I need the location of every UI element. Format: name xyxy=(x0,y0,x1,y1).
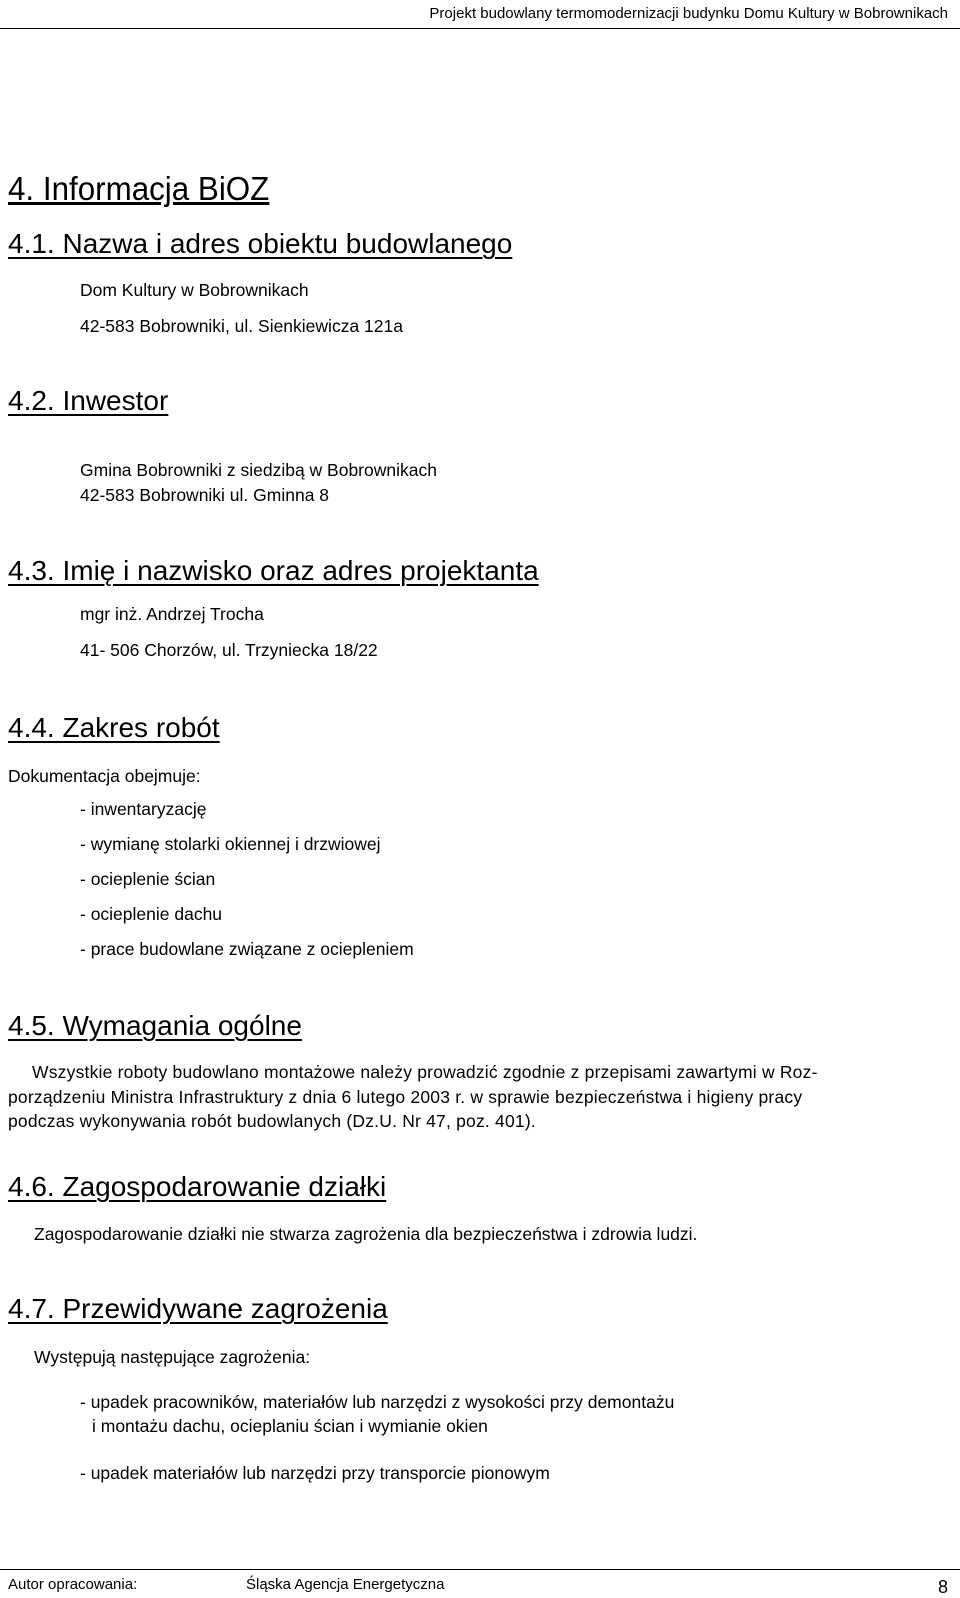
designer-address: 41- 506 Chorzów, ul. Trzyniecka 18/22 xyxy=(80,640,378,660)
building-name: Dom Kultury w Bobrownikach xyxy=(80,280,309,300)
building-address: 42-583 Bobrowniki, ul. Sienkiewicza 121a xyxy=(80,316,403,336)
scope-item: - prace budowlane związane z ociepleniem xyxy=(80,939,414,959)
section-4-1-heading: 4.1. Nazwa i adres obiektu budowlanego xyxy=(8,228,513,259)
requirements-line-2: porządzeniu Ministra Infrastruktury z dnia 6 lutego 2003 r. w sprawie bezpieczeństwa i higieny pracy xyxy=(8,1087,803,1107)
site-development-text: Zagospodarowanie działki nie stwarza zagrożenia dla bezpieczeństwa i zdrowia ludzi. xyxy=(34,1224,698,1244)
scope-item: - ocieplenie dachu xyxy=(80,904,223,924)
scope-item: - ocieplenie ścian xyxy=(80,869,216,889)
hazards-intro: Występują następujące zagrożenia: xyxy=(34,1347,311,1367)
footer-author: Śląska Agencja Energetyczna xyxy=(246,1576,445,1593)
requirements-line-1: Wszystkie roboty budowlano montażowe należy prowadzić zgodnie z przepisami zawartymi w Roz- xyxy=(32,1062,818,1082)
designer-name: mgr inż. Andrzej Trocha xyxy=(80,604,264,624)
investor-name: Gmina Bobrowniki z siedzibą w Bobrownikach xyxy=(80,460,437,480)
hazard-item: - upadek pracowników, materiałów lub narzędzi z wysokości przy demontażu xyxy=(80,1392,675,1412)
section-4-6-heading: 4.6. Zagospodarowanie działki xyxy=(8,1171,387,1202)
page-number: 8 xyxy=(937,1577,948,1597)
scope-item: - inwentaryzację xyxy=(80,799,207,819)
footer-author-label: Autor opracowania: xyxy=(8,1576,138,1593)
header-title: Projekt budowlany termomodernizacji budynku Domu Kultury w Bobrownikach xyxy=(429,5,948,22)
scope-item: - wymianę stolarki okiennej i drzwiowej xyxy=(80,834,381,854)
hazard-item: - upadek materiałów lub narzędzi przy transporcie pionowym xyxy=(80,1463,550,1483)
scope-intro: Dokumentacja obejmuje: xyxy=(8,766,201,786)
investor-address: 42-583 Bobrowniki ul. Gminna 8 xyxy=(80,485,330,505)
hazard-item-continuation: i montażu dachu, ocieplaniu ścian i wymianie okien xyxy=(92,1416,488,1436)
section-4-2-heading: 4.2. Inwestor xyxy=(8,385,169,416)
section-4-5-heading: 4.5. Wymagania ogólne xyxy=(8,1010,302,1041)
section-4-4-heading: 4.4. Zakres robót xyxy=(8,712,220,743)
section-4-7-heading: 4.7. Przewidywane zagrożenia xyxy=(8,1293,388,1324)
section-4-3-heading: 4.3. Imię i nazwisko oraz adres projektanta xyxy=(8,555,539,586)
main-heading: 4. Informacja BiOZ xyxy=(8,170,270,207)
page-header xyxy=(0,2,960,29)
requirements-line-3: podczas wykonywania robót budowlanych (Dz.U. Nr 47, poz. 401). xyxy=(8,1111,536,1131)
page-footer xyxy=(0,1569,960,1596)
